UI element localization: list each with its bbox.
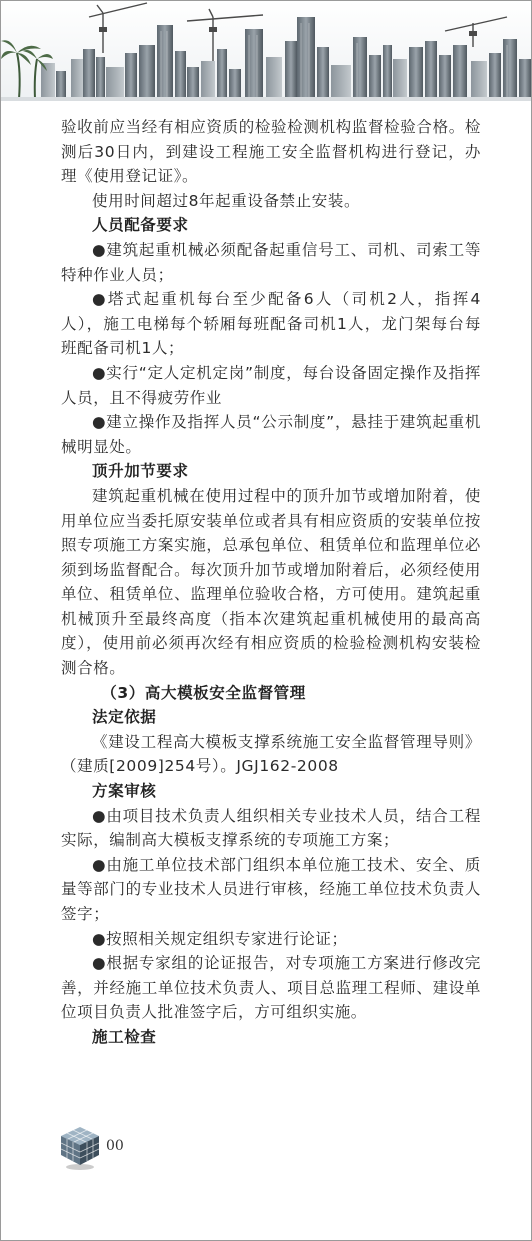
section-heading: （3）高大模板安全监督管理 (101, 683, 306, 702)
body-paragraph: 验收前应当经有相应资质的检验检测机构监督检验合格。检测后30日内，到建设工程施工安全监督机构进行登记，办理《使用登记证》。 (61, 118, 481, 186)
body-paragraph: ●由施工单位技术部门组织本单位施工技术、安全、质量等部门的专业技术人员进行审核，经施工单位技术负责人签字； (61, 855, 481, 923)
subsection-heading: 施工检查 (92, 1027, 157, 1046)
body-paragraph: ●根据专家组的论证报告，对专项施工方案进行修改完善，并经施工单位技术负责人、项目总监理工程师、建设单位项目负责人批准签字后，方可组织实施。 (61, 954, 481, 1022)
body-paragraph: 建筑起重机械在使用过程中的顶升加节或增加附着，使用单位应当委托原安装单位或者具有相应资质的安装单位按照专项施工方案实施，总承包单位、租赁单位和监理单位必须到场监督配合。每次顶升加节或增加附着后，必须经使用单位、租赁单位、监理单位验收合格，方可使用。建筑起重机械顶升至最终高度（指本次建筑起重机械使用的最高高度），使用前必须再次经有相应资质的检验检测机构安装检测合格。 (61, 486, 481, 678)
body-paragraph: ●由项目技术负责人组织相关专业技术人员，结合工程实际，编制高大模板支撑系统的专项施工方案； (61, 806, 481, 850)
article-body (61, 115, 481, 1050)
city-skyline-image (1, 1, 531, 101)
body-paragraph: ●塔式起重机每台至少配备6人（司机2人，指挥4人），施工电梯每个轿厢每班配备司机1人，龙门架每台每班配备司机1人； (61, 290, 481, 358)
body-paragraph: ●建筑起重机械必须配备起重信号工、司机、司索工等特种作业人员； (61, 240, 481, 284)
body-paragraph: 使用时间超过8年起重设备禁止安装。 (92, 191, 361, 210)
skyline-banner (1, 1, 531, 101)
body-paragraph: 《建设工程高大模板支撑系统施工安全监督管理导则》（建质[2009]254号）。JGJ162-2008 (61, 732, 481, 776)
subsection-heading: 法定依据 (92, 708, 157, 727)
subsection-heading: 方案审核 (92, 782, 157, 801)
body-paragraph: ●实行“定人定机定岗”制度，每台设备固定操作及指挥人员，且不得疲劳作业 (61, 363, 481, 407)
subsection-heading: 顶升加节要求 (92, 462, 189, 481)
body-paragraph: ●建立操作及指挥人员“公示制度”，悬挂于建筑起重机械明显处。 (61, 413, 481, 456)
subsection-heading: 人员配备要求 (92, 216, 189, 235)
page-number: 00 (106, 1138, 124, 1154)
body-paragraph: ●按照相关规定组织专家进行论证； (92, 929, 348, 948)
cube-icon (57, 1123, 103, 1171)
